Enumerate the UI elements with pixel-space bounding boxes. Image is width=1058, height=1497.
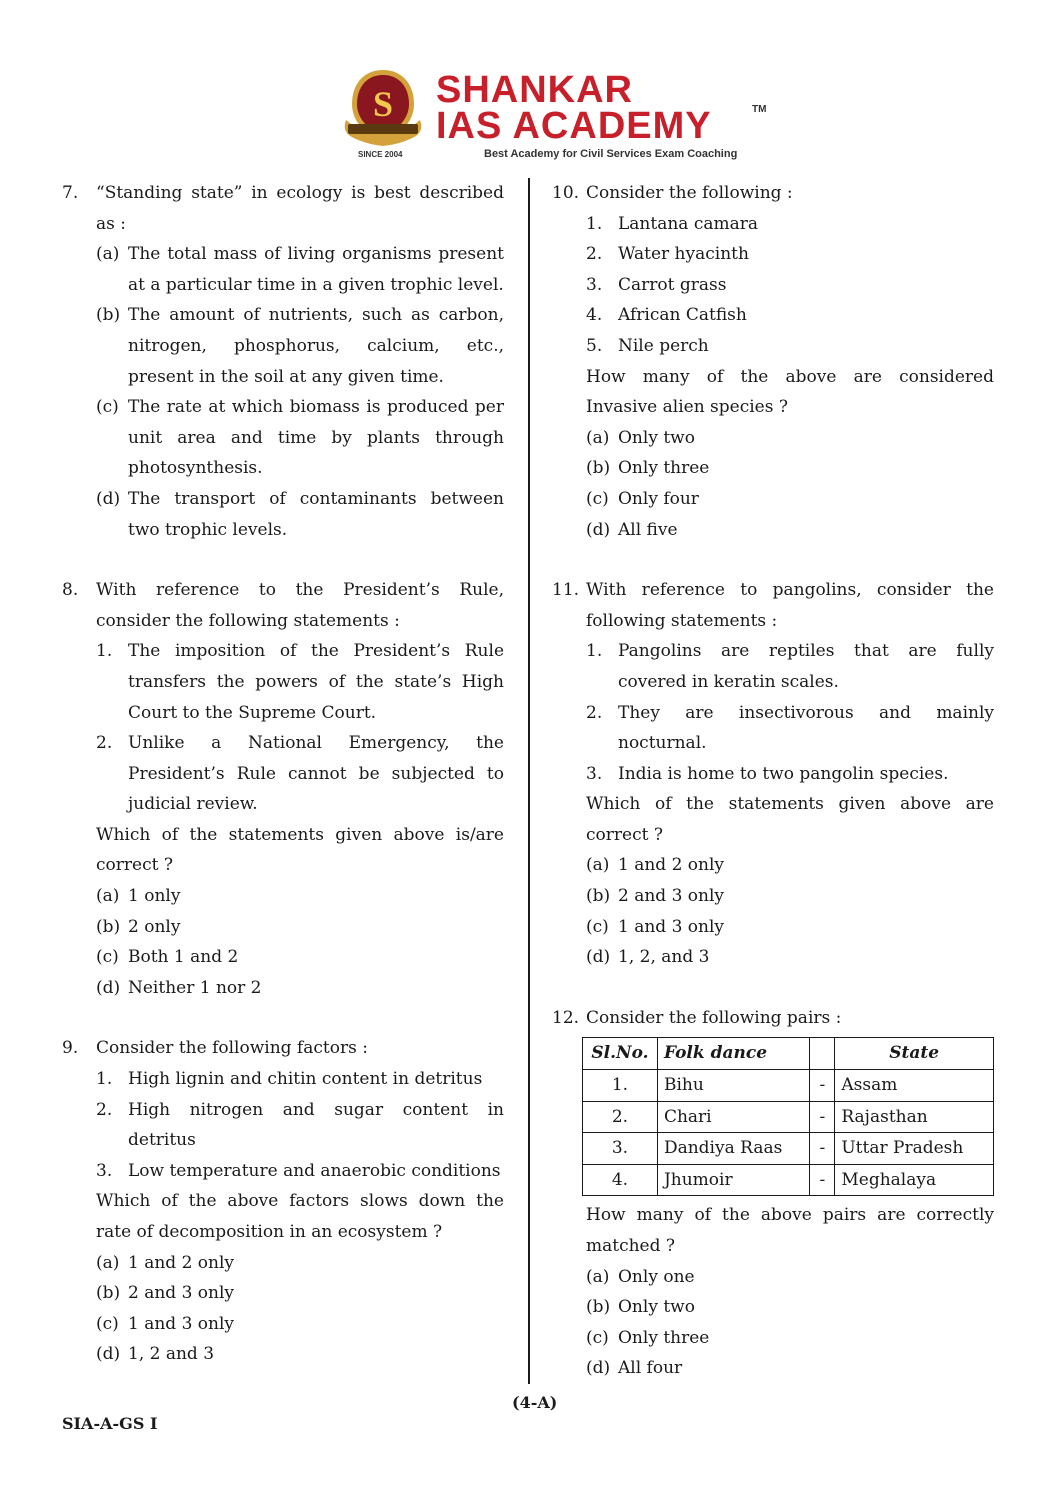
option [552, 423, 994, 454]
statement [552, 209, 994, 240]
brand-name-line1: SHANKAR [436, 69, 633, 111]
question-prompt: How many of the above pairs are correctly matched ? [586, 1205, 994, 1256]
option-label: (d) [96, 488, 121, 509]
statement [552, 270, 994, 301]
svg-text:S: S [372, 84, 394, 124]
option-text: All four [618, 1358, 683, 1379]
question-number: 11. [552, 580, 580, 601]
question-number: 9. [62, 1038, 79, 1059]
option-label: (a) [586, 427, 610, 448]
question-text: “Standing state” in ecology is best described as : [96, 183, 504, 234]
question-12 [552, 1003, 994, 1384]
table-row [583, 1070, 994, 1102]
statement-label: 2. [96, 733, 113, 754]
option-text: The rate at which biomass is produced per unit area and time by plants through photosynthesis. [128, 397, 504, 479]
statement-label: 5. [586, 335, 603, 356]
option-text: 1, 2, and 3 [618, 947, 710, 968]
option-text: 1 and 3 only [618, 916, 725, 937]
statement [552, 331, 994, 362]
question-text: With reference to pangolins, consider the following statements : [586, 580, 994, 631]
table-header-cell: Folk dance [657, 1038, 809, 1070]
option [552, 881, 994, 912]
statement-label: 2. [96, 1099, 113, 1120]
option-label: (d) [586, 1358, 611, 1379]
option [552, 912, 994, 943]
option-text: 1 and 2 only [618, 855, 725, 876]
statement [552, 698, 994, 759]
option-label: (a) [96, 1252, 120, 1273]
option-text: The transport of contaminants between two trophic levels. [128, 488, 504, 540]
option [62, 1309, 504, 1340]
option-text: 1 and 2 only [128, 1252, 235, 1273]
statement-label: 3. [586, 274, 603, 295]
option-text: The total mass of living organisms present at a particular time in a given trophic level. [128, 244, 504, 295]
question-text: Consider the following : [586, 183, 793, 203]
option [552, 1323, 994, 1354]
statement-label: 3. [586, 763, 603, 784]
statement [552, 759, 994, 790]
question-10 [552, 178, 994, 545]
option-text: 2 only [128, 916, 181, 937]
statement [62, 636, 504, 728]
table-cell: 1. [583, 1070, 658, 1102]
table-header-cell: Sl.No. [583, 1038, 658, 1070]
question-11 [552, 575, 994, 973]
statement-label: 1. [586, 641, 603, 662]
paper-code: SIA-A-GS I [62, 1414, 158, 1433]
question-number: 10. [552, 183, 580, 203]
statement-text: India is home to two pangolin species. [618, 763, 949, 784]
academy-logo [340, 66, 780, 166]
table-header-cell: State [835, 1038, 994, 1070]
statement-label: 2. [586, 244, 603, 265]
statement-text: Water hyacinth [618, 244, 749, 265]
statement [62, 728, 504, 820]
statement-label: 3. [96, 1160, 113, 1181]
statement-label: 2. [586, 702, 603, 723]
question-9 [62, 1033, 504, 1370]
option-label: (c) [96, 1313, 119, 1334]
statement [62, 1095, 504, 1156]
option-label: (b) [586, 458, 611, 479]
option-label: (b) [586, 1297, 611, 1318]
statement-label: 1. [96, 1069, 113, 1090]
option-text: 1 and 3 only [128, 1313, 235, 1334]
option [62, 239, 504, 300]
table-row [583, 1101, 994, 1133]
question-prompt: Which of the statements given above is/are correct ? [96, 824, 504, 876]
table-cell: - [810, 1164, 835, 1196]
option-text: The amount of nutrients, such as carbon, nitrogen, phosphorus, calcium, etc., present in the soil at any given time. [128, 305, 504, 387]
statement [62, 1064, 504, 1095]
statement-text: High lignin and chitin content in detritus [128, 1069, 483, 1090]
option-text: Only three [618, 458, 710, 479]
brand-name-line2: IAS ACADEMY [436, 105, 712, 147]
option-text: 2 and 3 only [618, 886, 725, 907]
option-text: Only two [618, 1297, 695, 1318]
question-prompt: How many of the above are considered Invasive alien species ? [586, 366, 994, 418]
table-cell: 2. [583, 1101, 658, 1133]
statement-text: The imposition of the President’s Rule transfers the powers of the state’s High Court to the Supreme Court. [128, 641, 504, 723]
option [62, 942, 504, 973]
statement-text: Lantana camara [618, 213, 759, 234]
option [552, 484, 994, 515]
option [62, 1278, 504, 1309]
statement-text: Low temperature and anaerobic conditions [128, 1160, 501, 1181]
question-prompt: Which of the statements given above are correct ? [586, 794, 994, 845]
option [62, 881, 504, 912]
statement-label: 4. [586, 305, 603, 326]
option [62, 300, 504, 392]
table-cell: Assam [835, 1070, 994, 1102]
column-divider [528, 178, 530, 1384]
option [552, 1292, 994, 1323]
statement-text: High nitrogen and sugar content in detritus [128, 1099, 504, 1151]
table-cell: Dandiya Raas [657, 1133, 809, 1165]
statement-text: Carrot grass [618, 274, 727, 295]
pairs-table [582, 1037, 994, 1196]
option [62, 1339, 504, 1370]
option [552, 515, 994, 546]
option [552, 850, 994, 881]
question-text: With reference to the President’s Rule, consider the following statements : [96, 580, 504, 631]
question-8 [62, 575, 504, 1003]
statement-text: Pangolins are reptiles that are fully covered in keratin scales. [618, 641, 994, 692]
option-label: (c) [96, 397, 119, 418]
tagline: Best Academy for Civil Services Exam Coaching [484, 148, 738, 160]
option-label: (d) [586, 519, 611, 540]
option-text: Only one [618, 1266, 695, 1287]
table-header-cell [810, 1038, 835, 1070]
table-cell: - [810, 1133, 835, 1165]
since-label: SINCE 2004 [358, 150, 403, 159]
option-text: 1 only [128, 886, 181, 907]
statement-label: 1. [96, 641, 113, 662]
option-text: Neither 1 nor 2 [128, 977, 262, 998]
option-label: (c) [586, 1327, 609, 1348]
table-cell: Uttar Pradesh [835, 1133, 994, 1165]
option [552, 1262, 994, 1293]
table-cell: Jhumoir [657, 1164, 809, 1196]
table-cell: Bihu [657, 1070, 809, 1102]
page-number: (4-A) [512, 1393, 558, 1412]
question-text: Consider the following factors : [96, 1038, 368, 1059]
statement-label: 1. [586, 213, 603, 234]
table-cell: - [810, 1101, 835, 1133]
statement [62, 1156, 504, 1187]
question-number: 8. [62, 580, 79, 601]
option-text: Both 1 and 2 [128, 947, 239, 968]
option [552, 453, 994, 484]
option-text: 1, 2 and 3 [128, 1344, 215, 1365]
option [62, 392, 504, 484]
option-label: (b) [96, 1283, 121, 1304]
table-cell: 3. [583, 1133, 658, 1165]
table-cell: 4. [583, 1164, 658, 1196]
table-cell: - [810, 1070, 835, 1102]
option-label: (c) [586, 916, 609, 937]
table-cell: Chari [657, 1101, 809, 1133]
question-prompt: Which of the above factors slows down the rate of decomposition in an ecosystem ? [96, 1191, 504, 1242]
option-label: (b) [96, 916, 121, 937]
option-text: 2 and 3 only [128, 1283, 235, 1304]
table-header-row [583, 1038, 994, 1070]
option-text: Only four [618, 488, 699, 509]
left-column [62, 178, 504, 1370]
option-label: (b) [586, 886, 611, 907]
right-column [552, 178, 994, 1384]
statement-text: Unlike a National Emergency, the President’s Rule cannot be subjected to judicial review. [128, 733, 504, 815]
statement [552, 636, 994, 697]
option-label: (b) [96, 305, 121, 326]
option-label: (a) [586, 1266, 610, 1287]
option-label: (a) [96, 244, 120, 265]
option-text: Only three [618, 1327, 710, 1348]
option [552, 1353, 994, 1384]
option-label: (d) [96, 977, 121, 998]
option [552, 942, 994, 973]
option-label: (c) [586, 488, 609, 509]
question-number: 12. [552, 1007, 580, 1028]
statement [552, 300, 994, 331]
option-label: (c) [96, 947, 119, 968]
option-text: Only two [618, 427, 695, 448]
option-label: (a) [96, 886, 120, 907]
option [62, 912, 504, 943]
option-label: (a) [586, 855, 610, 876]
option [62, 973, 504, 1004]
statement-text: African Catfish [618, 305, 747, 326]
table-row [583, 1164, 994, 1196]
option [62, 1248, 504, 1279]
question-number: 7. [62, 183, 79, 203]
statement [552, 239, 994, 270]
trademark-symbol: TM [752, 104, 767, 115]
statement-text: They are insectivorous and mainly nocturnal. [618, 702, 994, 754]
option [62, 484, 504, 545]
option-label: (d) [586, 947, 611, 968]
statement-text: Nile perch [618, 335, 709, 356]
option-label: (d) [96, 1344, 121, 1365]
table-cell: Meghalaya [835, 1164, 994, 1196]
shield-emblem-icon [340, 66, 426, 162]
question-7 [62, 178, 504, 545]
table-cell: Rajasthan [835, 1101, 994, 1133]
option-text: All five [618, 519, 678, 540]
question-text: Consider the following pairs : [586, 1007, 842, 1028]
table-row [583, 1133, 994, 1165]
